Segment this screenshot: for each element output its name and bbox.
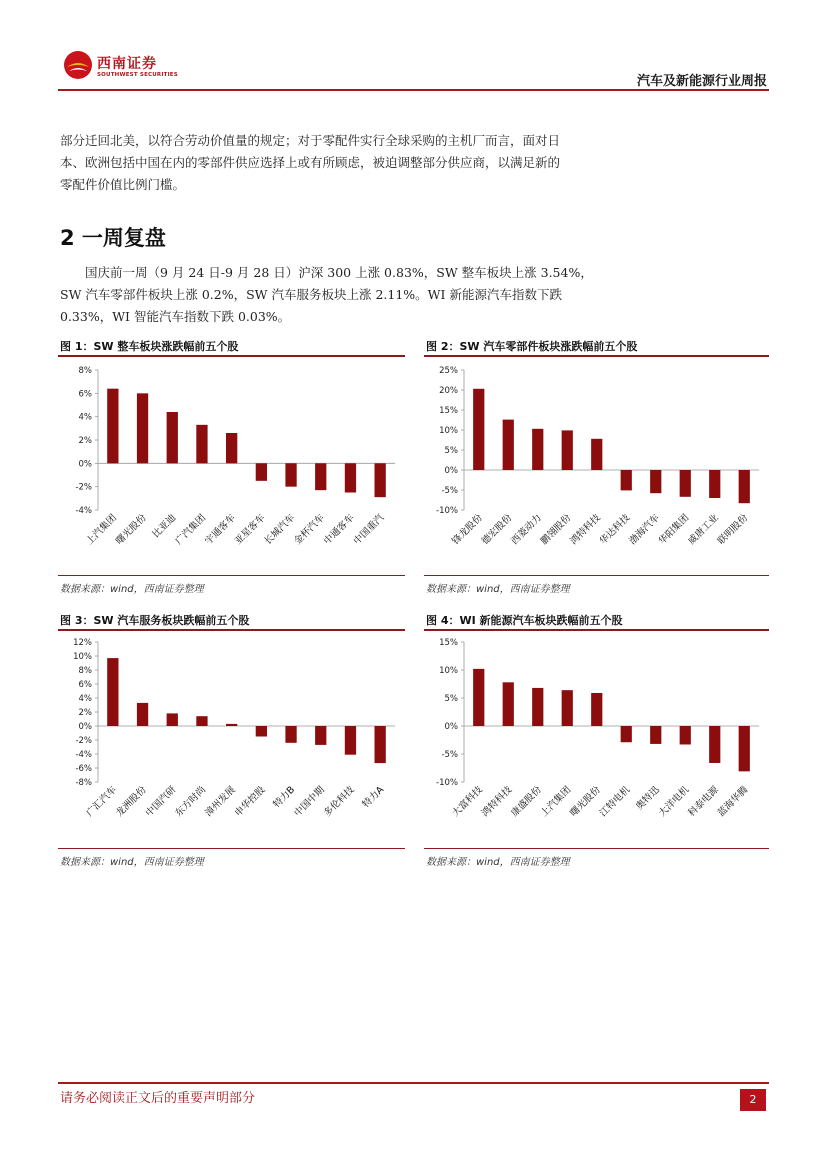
y-tick-label: 10% (439, 666, 458, 676)
y-tick-label: -4% (75, 750, 92, 760)
review-paragraph (60, 262, 770, 328)
bar (621, 726, 632, 742)
y-tick-label: 0% (444, 722, 458, 732)
figure-4-source: 数据来源：wind，西南证券整理 (426, 857, 570, 868)
bar (562, 430, 573, 470)
x-category-label: 特力A (360, 784, 387, 811)
x-category-label: 龙洲股份 (114, 784, 149, 820)
y-tick-label: 2% (78, 436, 92, 446)
bar (345, 726, 356, 755)
bar (739, 726, 750, 771)
y-tick-label: 6% (78, 389, 92, 400)
report-type-title: 汽车及新能源行业周报 (636, 74, 767, 89)
x-category-label: 蓝海华腾 (715, 784, 751, 820)
bar (345, 463, 356, 492)
figure-1-title: 图 1：SW 整车板块涨跌幅前五个股 (60, 340, 239, 353)
logo-emblem-icon (63, 50, 93, 80)
bar (107, 389, 118, 464)
bar (739, 470, 750, 503)
x-category-label: 申华控股 (232, 784, 268, 820)
header-divider (58, 89, 769, 91)
bar (709, 470, 720, 498)
y-tick-label: 15% (439, 638, 458, 648)
x-category-label: 康盛股份 (509, 784, 544, 820)
bar (473, 389, 484, 470)
bar (375, 463, 386, 497)
x-category-label: 鸿特科技 (479, 784, 515, 820)
x-category-label: 大洋电机 (656, 784, 692, 820)
bar (680, 726, 691, 744)
y-tick-label: 8% (78, 366, 92, 376)
page-number: 2 (740, 1089, 766, 1111)
x-category-label: 长城汽车 (262, 512, 298, 548)
x-category-label: 科泰电源 (686, 784, 721, 820)
footer-disclaimer: 请务必阅读正文后的重要声明部分 (60, 1091, 256, 1106)
paragraph-line: 本、欧洲包括中国在内的零部件供应选择上或有所顾虑，被迫调整部分供应商，以满足新的 (60, 155, 561, 170)
y-tick-label: 12% (73, 638, 92, 648)
bar (532, 688, 543, 726)
figure-3-chart (58, 632, 405, 847)
bar (256, 463, 267, 481)
figure-3-bottom-rule (58, 848, 405, 849)
bar (167, 412, 178, 463)
figure-1-top-rule (58, 355, 405, 357)
company-logo (63, 50, 178, 84)
y-tick-label: 4% (78, 694, 92, 704)
y-tick-label: -4% (75, 506, 92, 516)
y-tick-label: -2% (75, 736, 92, 746)
bar (226, 724, 237, 726)
x-category-label: 曙光股份 (114, 512, 149, 548)
intro-paragraph (60, 130, 770, 196)
section-heading: 2 一周复盘 (60, 226, 166, 250)
y-tick-label: -6% (75, 764, 92, 774)
x-category-label: 比亚迪 (150, 512, 179, 541)
bar (285, 726, 296, 743)
bar (375, 726, 386, 763)
x-category-label: 中国重汽 (351, 512, 387, 548)
y-tick-label: -10% (436, 506, 458, 516)
y-tick-label: 5% (444, 446, 458, 456)
bar (591, 693, 602, 726)
figure-3-source: 数据来源：wind，西南证券整理 (60, 857, 204, 868)
y-tick-label: 0% (78, 459, 92, 470)
x-category-label: 江特电机 (597, 784, 633, 820)
y-tick-label: -8% (75, 778, 92, 788)
bar (226, 433, 237, 463)
figure-1-bottom-rule (58, 575, 405, 576)
y-tick-label: -2% (75, 482, 92, 493)
paragraph-line: 部分迁回北美，以符合劳动价值量的规定；对于零配件实行全球采购的主机厂而言，面对日 (60, 133, 561, 148)
bar (473, 669, 484, 726)
bar (680, 470, 691, 497)
figure-4-title: 图 4：WI 新能源汽车板块跌幅前五个股 (426, 614, 623, 627)
x-category-label: 鸿特科技 (568, 512, 603, 548)
bar (532, 429, 543, 470)
x-category-label: 多伦科技 (321, 784, 357, 820)
bar (315, 463, 326, 490)
bar (315, 726, 326, 745)
x-category-label: 联明股份 (715, 512, 751, 548)
x-category-label: 中国汽研 (143, 784, 179, 820)
figure-2-title: 图 2：SW 汽车零部件板块涨跌幅前五个股 (426, 340, 638, 353)
x-category-label: 特力B (271, 784, 298, 811)
figure-3-top-rule (58, 629, 405, 631)
bar (591, 439, 602, 470)
figure-1-chart (58, 360, 405, 575)
x-category-label: 上汽集团 (84, 512, 119, 548)
x-category-label: 德宏股份 (479, 512, 515, 548)
y-tick-label: -5% (441, 750, 458, 760)
paragraph-line: 零配件价值比例门槛。 (60, 177, 186, 192)
x-category-label: 广汇汽车 (84, 784, 119, 820)
y-tick-label: 5% (444, 694, 458, 704)
logo-chinese-name: 西南证券 (97, 56, 157, 72)
x-category-label: 亚星客车 (232, 512, 268, 548)
bar (107, 658, 118, 726)
bar (137, 393, 148, 463)
y-tick-label: 6% (78, 680, 92, 690)
x-category-label: 东方时尚 (173, 784, 209, 820)
bar (503, 420, 514, 470)
y-tick-label: 4% (78, 412, 92, 423)
bar (709, 726, 720, 763)
y-tick-label: 25% (439, 366, 458, 376)
figure-2-source: 数据来源：wind，西南证券整理 (426, 584, 570, 595)
x-category-label: 华阳集团 (656, 512, 692, 548)
paragraph-line: 国庆前一周（9 月 24 日-9 月 28 日）沪深 300 上涨 0.83%，SW 整车板块上涨 3.54%， (85, 265, 593, 280)
bar (285, 463, 296, 486)
bar (650, 726, 661, 744)
x-category-label: 西菱动力 (509, 512, 544, 548)
y-tick-label: 15% (439, 406, 458, 416)
y-tick-label: 0% (444, 466, 458, 476)
y-tick-label: 0% (78, 722, 92, 732)
bar (196, 716, 207, 726)
figure-2-bottom-rule (424, 575, 769, 576)
bar (621, 470, 632, 490)
x-category-label: 大富科技 (450, 784, 485, 820)
x-category-label: 金杯汽车 (292, 512, 327, 548)
bar (650, 470, 661, 493)
x-category-label: 中国中期 (292, 784, 327, 820)
footer-divider (58, 1082, 769, 1084)
y-tick-label: -5% (441, 486, 458, 496)
x-category-label: 渤海汽车 (627, 512, 662, 548)
x-category-label: 奥特迅 (633, 784, 662, 813)
figure-3-title: 图 3：SW 汽车服务板块跌幅前五个股 (60, 614, 250, 627)
y-tick-label: 2% (78, 708, 92, 718)
x-category-label: 威唐工业 (686, 512, 721, 548)
figure-1-source: 数据来源：wind，西南证券整理 (60, 584, 204, 595)
x-category-label: 宇通客车 (203, 512, 238, 548)
bar (562, 690, 573, 726)
bar (256, 726, 267, 737)
paragraph-line: 0.33%，WI 智能汽车指数下跌 0.03%。 (60, 309, 291, 324)
y-tick-label: 10% (73, 652, 92, 662)
figure-2-chart (424, 360, 769, 575)
x-category-label: 广汽集团 (173, 512, 209, 548)
x-category-label: 锋龙股份 (450, 512, 485, 548)
y-tick-label: 8% (78, 666, 92, 676)
figure-4-top-rule (424, 629, 769, 631)
y-tick-label: 20% (439, 386, 458, 396)
x-category-label: 曙光股份 (568, 784, 603, 820)
figure-2-top-rule (424, 355, 769, 357)
x-category-label: 漳州发展 (203, 784, 238, 820)
bar (167, 713, 178, 726)
y-tick-label: -10% (436, 778, 458, 788)
figure-4-bottom-rule (424, 848, 769, 849)
bar (137, 703, 148, 726)
bar (196, 425, 207, 464)
x-category-label: 中通客车 (321, 512, 357, 548)
logo-english-name: SOUTHWEST SECURITIES (97, 72, 178, 78)
x-category-label: 鹏翎股份 (538, 512, 574, 548)
bar (503, 682, 514, 726)
figure-4-chart (424, 632, 769, 847)
y-tick-label: 10% (439, 426, 458, 436)
paragraph-line: SW 汽车零部件板块上涨 0.2%，SW 汽车服务板块上涨 2.11%。WI 新能源汽车指数下跌 (60, 287, 562, 302)
x-category-label: 上汽集团 (538, 784, 574, 820)
x-category-label: 华达科技 (597, 512, 633, 548)
